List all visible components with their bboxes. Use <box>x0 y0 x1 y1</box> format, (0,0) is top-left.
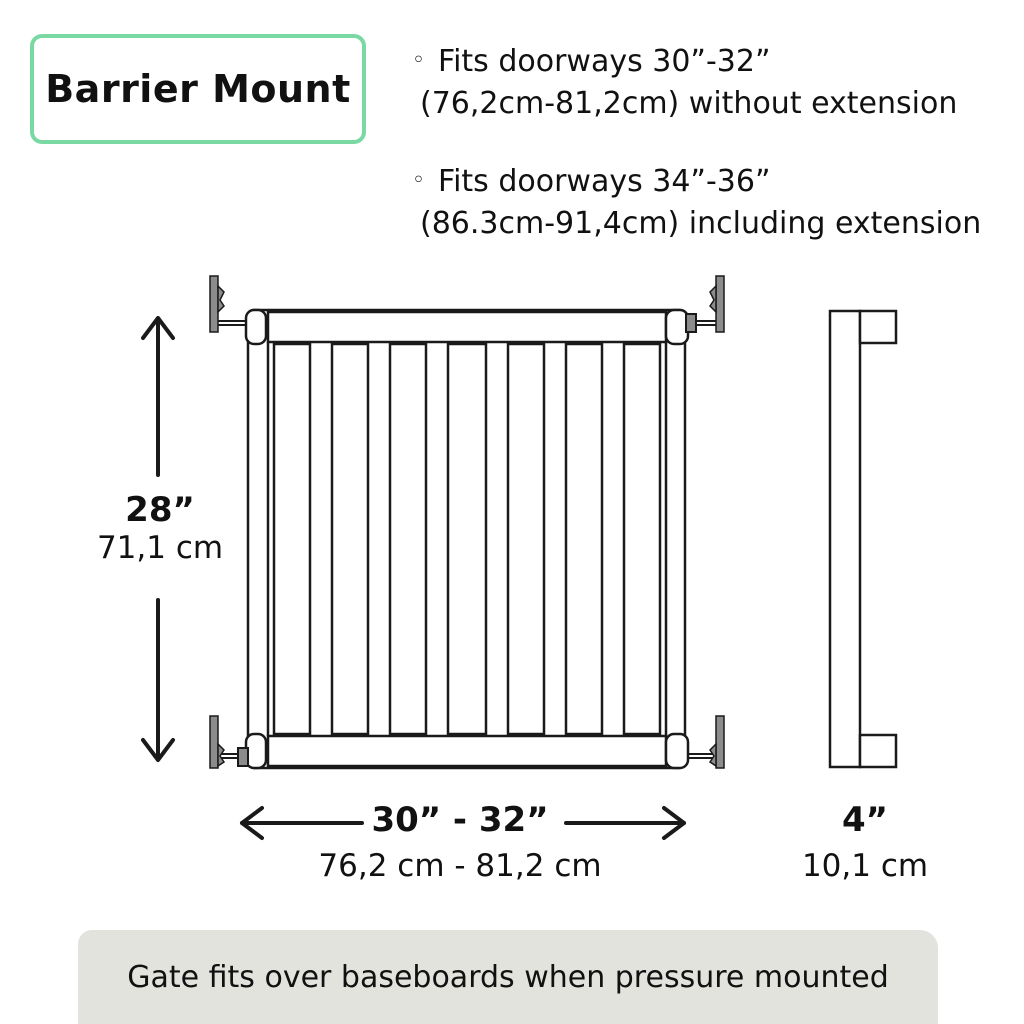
depth-metric: 10,1 cm <box>801 848 929 884</box>
width-metric: 76,2 cm - 81,2 cm <box>318 848 602 884</box>
page-title: Barrier Mount <box>45 67 351 111</box>
gate-side-profile <box>830 311 896 767</box>
height-imperial: 28” <box>125 490 195 530</box>
width-imperial: 30” - 32” <box>371 800 549 840</box>
depth-imperial: 4” <box>841 800 888 840</box>
wall-bracket-top-left <box>210 276 224 332</box>
spec-item-2-text2: (86.3cm-91,4cm) including extension <box>420 206 982 241</box>
spec-item-1-text1: Fits doorways 30”-32” <box>438 44 771 79</box>
height-dimension <box>80 490 240 566</box>
spec-item-2-text1: Fits doorways 34”-36” <box>438 164 771 199</box>
spec-item-1-text2: (76,2cm-81,2cm) without extension <box>420 86 958 121</box>
wall-bracket-bottom-left <box>210 716 224 768</box>
footer-text: Gate fits over baseboards when pressure mounted <box>127 959 889 995</box>
bullet-icon: ◦ <box>412 48 425 73</box>
gate-bars <box>274 344 660 734</box>
footer-banner <box>78 930 938 1024</box>
wall-bracket-bottom-right <box>710 716 724 768</box>
height-metric: 71,1 cm <box>96 530 224 566</box>
bullet-icon: ◦ <box>412 168 425 193</box>
wall-bracket-top-right <box>710 276 724 332</box>
